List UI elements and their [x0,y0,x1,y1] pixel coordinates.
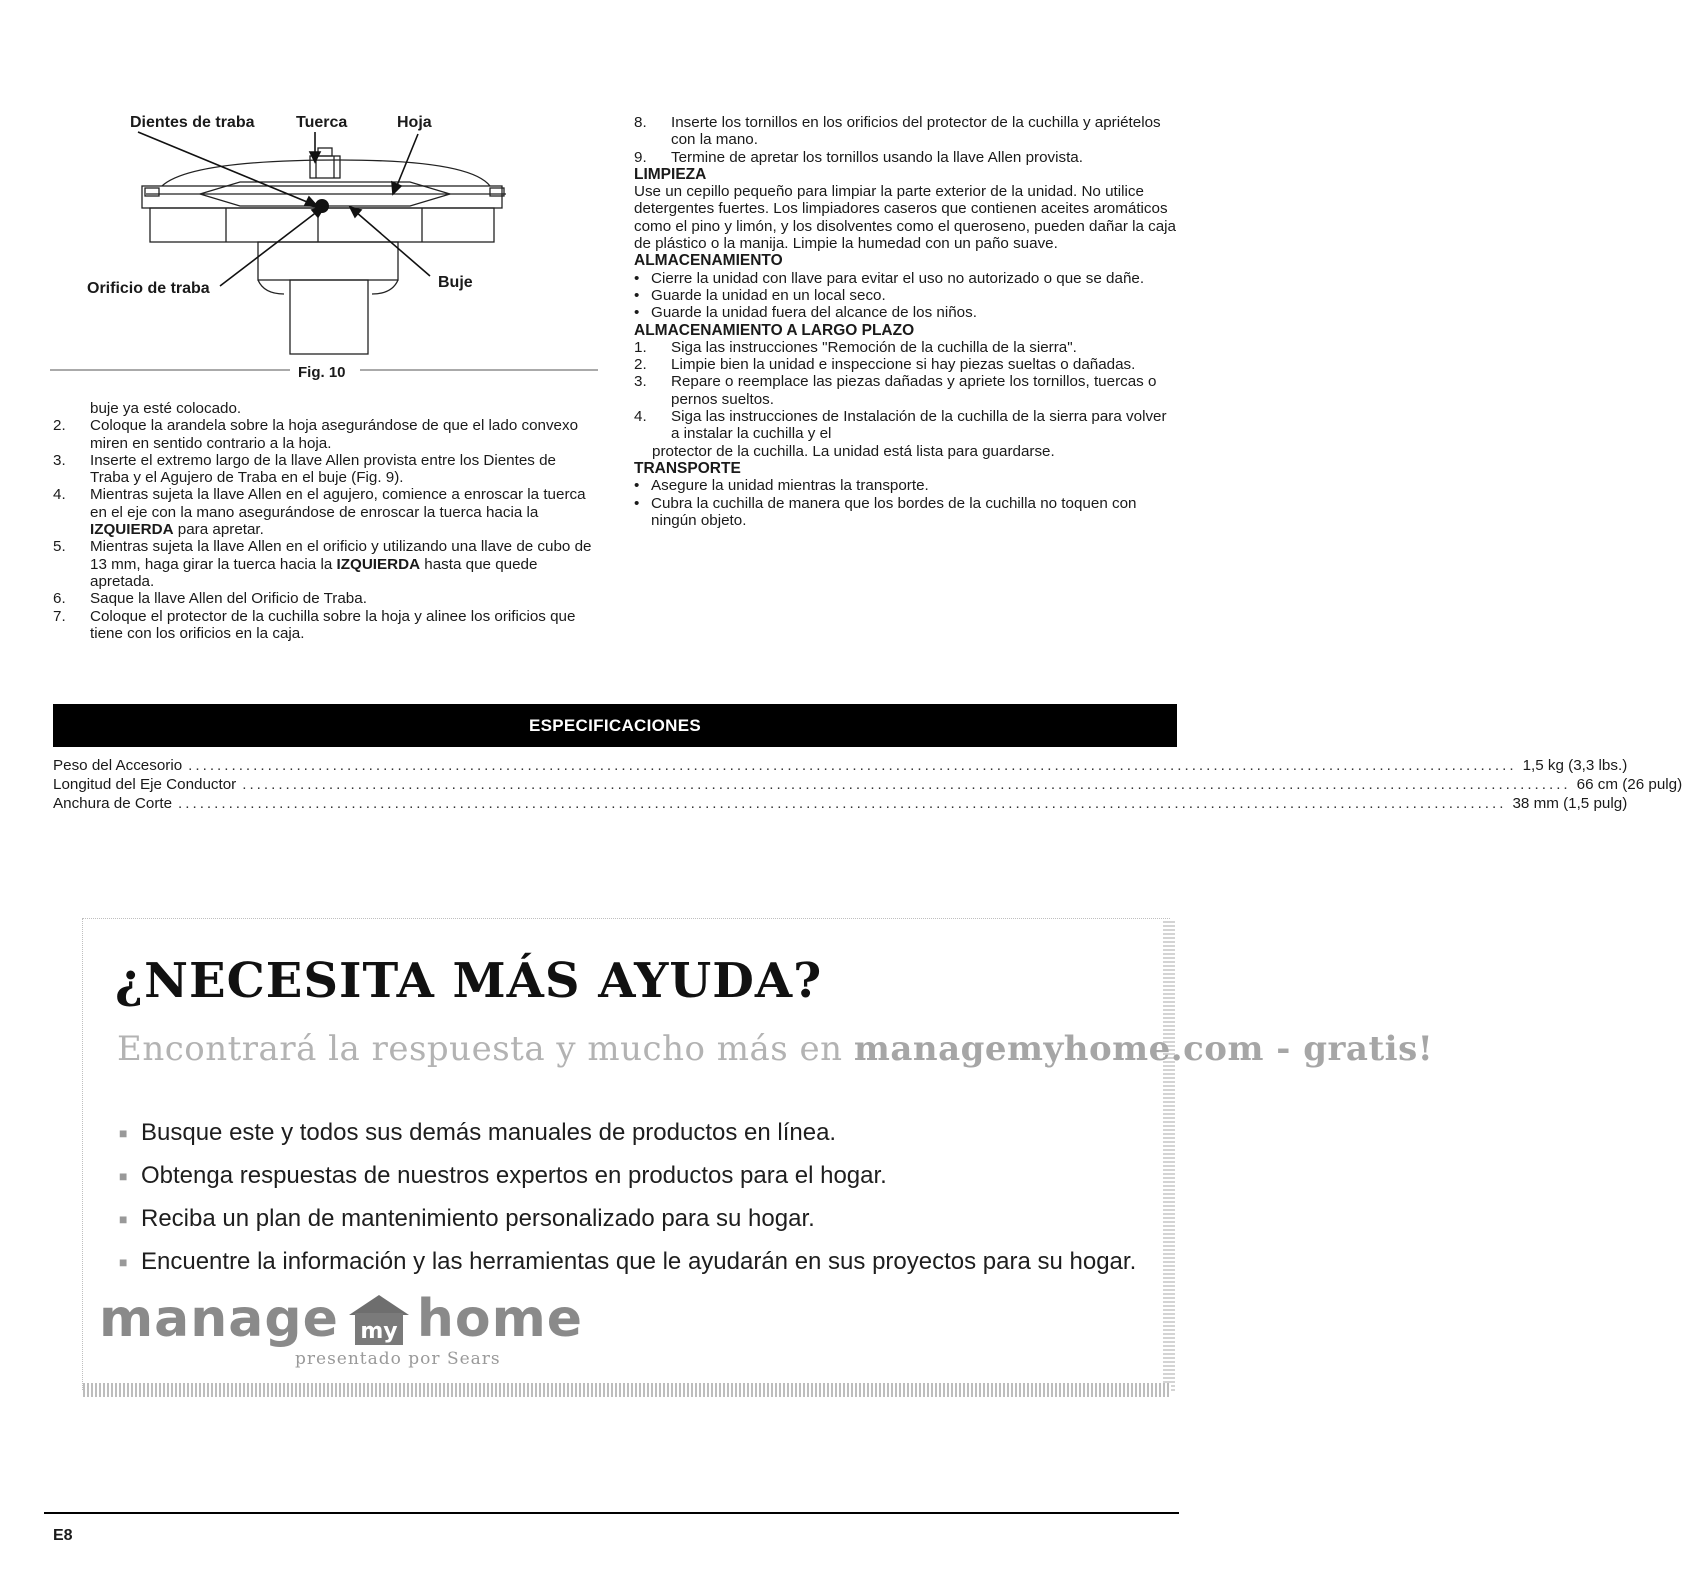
spec-row: Anchura de Corte ........................................................................................................................................................................................ 38 mm (1,5 pulg) [53,795,1628,812]
heading-limpieza: LIMPIEZA [634,165,707,183]
step-9: 9. Termine de apretar los tornillos usando la llave Allen provista. [634,148,1083,166]
label-hoja: Hoja [397,114,432,131]
specs-list [53,757,1682,814]
step-7: 7. Coloque el protector de la cuchilla sobre la hoja y alinee los orificios que tiene con los orificios en la caja. [53,607,576,642]
house-my-icon [347,1293,411,1345]
almacenamiento-bullet: • Guarde la unidad fuera del alcance de los niños. [634,304,977,322]
left-column [53,400,598,642]
step-5: 5. Mientras sujeta la llave Allen en el orificio y utilizando una llave de cubo de 13 mm, haga girar la tuerca hacia la IZQUIERDA hasta que quede apretada. [53,538,592,590]
largo-plazo-step: 2. Limpie bien la unidad e inspeccione si hay piezas sueltas o dañadas. [634,356,1136,374]
logo-tagline: presentado por Sears [295,1349,501,1369]
square-bullet-icon: ■ [119,1253,128,1270]
transporte-bullet: • Cubra la cuchilla de manera que los bordes de la cuchilla no toquen con ningún objeto. [634,494,1137,529]
blade-hub-diagram [50,108,598,390]
promo-title: ¿NECESITA MÁS AYUDA? [115,953,823,1009]
step-3: 3. Inserte el extremo largo de la llave Allen provista entre los Dientes de Traba y el Agujero de Traba en el buje (Fig. 9). [53,451,556,487]
promo-list [119,1111,1139,1283]
figure-10 [50,108,598,390]
step-6: 6. Saque la llave Allen del Orificio de Traba. [53,590,367,608]
help-promo-box [82,918,1434,1390]
box-shadow-edge [83,1383,1171,1397]
almacenamiento-bullet: • Guarde la unidad en un local seco. [634,286,886,304]
page-number: E8 [53,1527,73,1544]
step-8: 8. Inserte los tornillos en los orificios del protector de la cuchilla y apriételos con la mano. [634,114,1161,149]
largo-plazo-closing: protector de la cuchilla. La unidad está lista para guardarse. [652,442,1055,460]
managemyhome-logo: manage my home [99,1289,584,1349]
spec-row: Longitud del Eje Conductor ........................................................................................................................................................................................ 66 cm (26 pulg) [53,776,1682,793]
box-shadow-edge [1163,919,1175,1391]
transporte-bullet: • Asegure la unidad mientras la transporte. [634,477,929,495]
heading-largo-plazo: ALMACENAMIENTO A LARGO PLAZO [634,321,915,339]
heading-almacenamiento: ALMACENAMIENTO [634,252,783,270]
largo-plazo-step: 1. Siga las instrucciones "Remoción de la cuchilla de la sierra". [634,338,1077,356]
step-4: 4. Mientras sujeta la llave Allen en el agujero, comience a enroscar la tuerca en el eje con la mano asegurándose de enroscar la tuerca hacia la IZQUIERDA para apretar. [53,486,586,539]
almacenamiento-bullet: • Cierre la unidad con llave para evitar el uso no autorizado o que se dañe. [634,269,1145,287]
footer-rule [44,1512,1179,1514]
label-dientes-de-traba: Dientes de traba [130,114,255,131]
promo-item: ■ Encuentre la información y las herramientas que le ayudarán en sus proyectos para su hogar. [119,1247,1137,1275]
promo-item: ■ Reciba un plan de mantenimiento personalizado para su hogar. [119,1204,815,1232]
square-bullet-icon: ■ [119,1210,128,1227]
step-2: 2. Coloque la arandela sobre la hoja asegurándose de que el lado convexo miren en sentido contrario a la hoja. [53,417,579,452]
promo-item: ■ Busque este y todos sus demás manuales de productos en línea. [119,1118,837,1146]
promo-website-link[interactable]: managemyhome.com - gratis! [853,1029,1434,1069]
square-bullet-icon: ■ [119,1124,128,1141]
svg-text:my: my [360,1319,398,1344]
limpieza-text: Use un cepillo pequeño para limpiar la parte exterior de la unidad. No utilice detergentes fuertes. Los limpiadores caseros que contienen aceites aromáticos como el pino y limón, y los disolventes como el queroseno, pueden dañar la caja de plástico o la manija. Limpie la humedad con un paño suave. [634,183,1177,253]
specs-title-bar: ESPECIFICACIONES [53,704,1177,747]
label-buje: Buje [438,274,473,291]
heading-transporte: TRANSPORTE [634,459,741,477]
label-orificio-de-traba: Orificio de traba [87,280,210,297]
right-column [634,114,1179,529]
spec-row: Peso del Accesorio ........................................................................................................................................................................................ 1,5 kg (3,3 lbs.) [53,757,1628,774]
continuation-line: buje ya esté colocado. [90,400,242,417]
largo-plazo-step: 4. Siga las instrucciones de Instalación de la cuchilla de la sierra para volver a instalar la cuchilla y el [634,408,1167,443]
promo-subtitle: Encontrará la respuesta y mucho más en managemyhome.com - gratis! [117,1029,1434,1069]
promo-item: ■ Obtenga respuestas de nuestros expertos en productos para el hogar. [119,1161,887,1189]
label-tuerca: Tuerca [296,114,348,131]
square-bullet-icon: ■ [119,1167,128,1184]
largo-plazo-step: 3. Repare o reemplace las piezas dañadas y apriete los tornillos, tuercas o pernos sueltos. [634,373,1157,408]
figure-caption: Fig. 10 [298,364,346,381]
